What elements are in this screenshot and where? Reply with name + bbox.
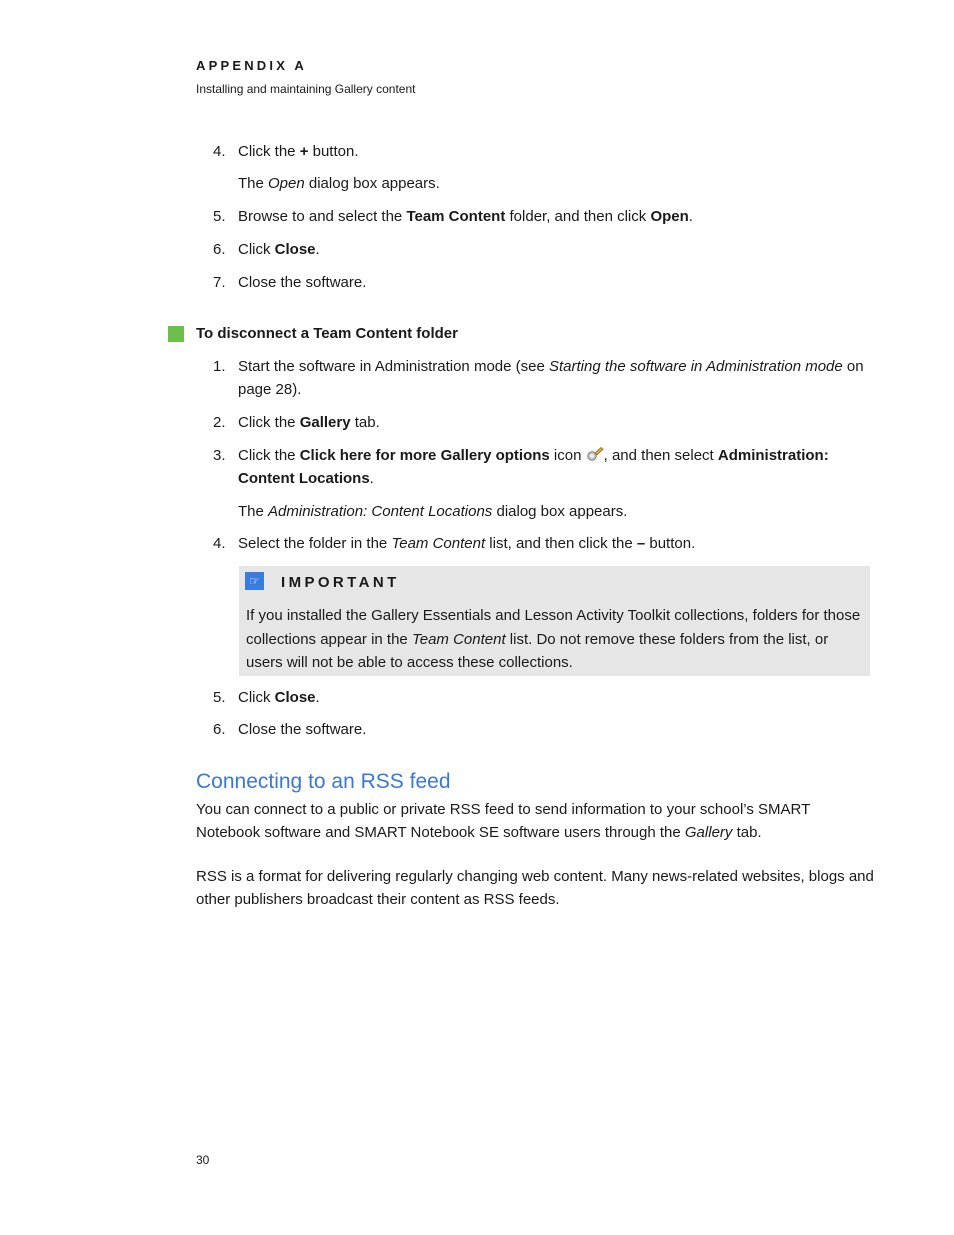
step-text: Click the Gallery tab. xyxy=(238,414,380,431)
step-number: 5. xyxy=(213,208,226,225)
step-number: 4. xyxy=(213,535,226,552)
step-number: 5. xyxy=(213,689,226,706)
important-note xyxy=(239,566,870,676)
step-text: Select the folder in the Team Content list, and then click the – button. xyxy=(238,535,696,552)
rss-description-paragraph: RSS is a format for delivering regularly changing web content. Many news-related websites, blogs and other publishers broadcast their content as RSS feeds. xyxy=(196,868,874,908)
step-number: 1. xyxy=(213,358,226,375)
step-3-result: The Administration: Content Locations dialog box appears. xyxy=(238,503,628,520)
important-text: If you installed the Gallery Essentials and Lesson Activity Toolkit collections, folders for those collections appear in the Team Content list. Do not remove these folders from the list, or users will not be able to access these collections. xyxy=(246,607,861,671)
step-text: Click the Click here for more Gallery options icon , and then select Administration: Content Locations. xyxy=(238,447,829,487)
step-number: 6. xyxy=(213,241,226,258)
step-text: Close the software. xyxy=(238,721,367,738)
cross-reference-link[interactable]: Starting the software in Administration mode xyxy=(548,358,843,375)
step-text: Close the software. xyxy=(238,274,367,291)
step-text: Click Close. xyxy=(238,241,320,258)
step-text: Click the + button. xyxy=(238,143,359,160)
chapter-title: Installing and maintaining Gallery content xyxy=(196,82,416,96)
gear-wrench-icon xyxy=(586,446,604,462)
step-number: 2. xyxy=(213,414,226,431)
appendix-label: APPENDIX A xyxy=(196,58,307,73)
step-number: 3. xyxy=(213,447,226,464)
step-4-result: The Open dialog box appears. xyxy=(238,175,440,192)
section-heading: Connecting to an RSS feed xyxy=(196,770,451,793)
step-text: Start the software in Administration mode (see Starting the software in Administration mode on page 28). xyxy=(238,358,864,398)
important-title: IMPORTANT xyxy=(281,574,400,591)
step-text: Browse to and select the Team Content folder, and then click Open. xyxy=(238,208,693,225)
hand-pointer-icon: ☞ xyxy=(245,572,264,590)
page-number: 30 xyxy=(196,1153,210,1167)
step-number: 4. xyxy=(213,143,226,160)
step-text: Click Close. xyxy=(238,689,320,706)
step-number: 6. xyxy=(213,721,226,738)
step-number: 7. xyxy=(213,274,226,291)
green-square-icon xyxy=(168,326,184,342)
rss-intro-paragraph: You can connect to a public or private RSS feed to send information to your school’s SMART Notebook software and SMART Notebook SE software users through the Gallery tab. xyxy=(196,801,810,841)
document-page: APPENDIX A Installing and maintaining Gallery content 4. Click the + button. The Open dialog box appears. 5. Browse to and select the Team Content folder, and then click Open. 6. Click Close. 7. Close the software. To disconnect a Team Content folder 1. Start the software in Administration mode (see Starting the software in Administration mode on page 28). 2. Click the Gallery tab. 3. Click the Click here for more Gallery options icon , and then select Administration: Content Locations. The Administration: Content Locations dialog box appears. 4. Select the folder in the Team Content list, and then click the – button. ☞ IMPORTANT If you installed the Gallery Essentials and Lesson Activity Toolkit collections, folders for those collections appear in the Team Content list. Do not remove these folders from the list, or users will not be able to access these collections. 5. Click Close. 6. Close the software. Connecting to an RSS feed You can connect to a public or private RSS feed to send information to your school’s SMART Notebook software and SMART Notebook SE software users through the Gallery tab. RSS is a format for delivering regularly changing web content. Many news-related websites, blogs and other publishers broadcast their content as RSS feeds. 30 xyxy=(0,0,954,1235)
